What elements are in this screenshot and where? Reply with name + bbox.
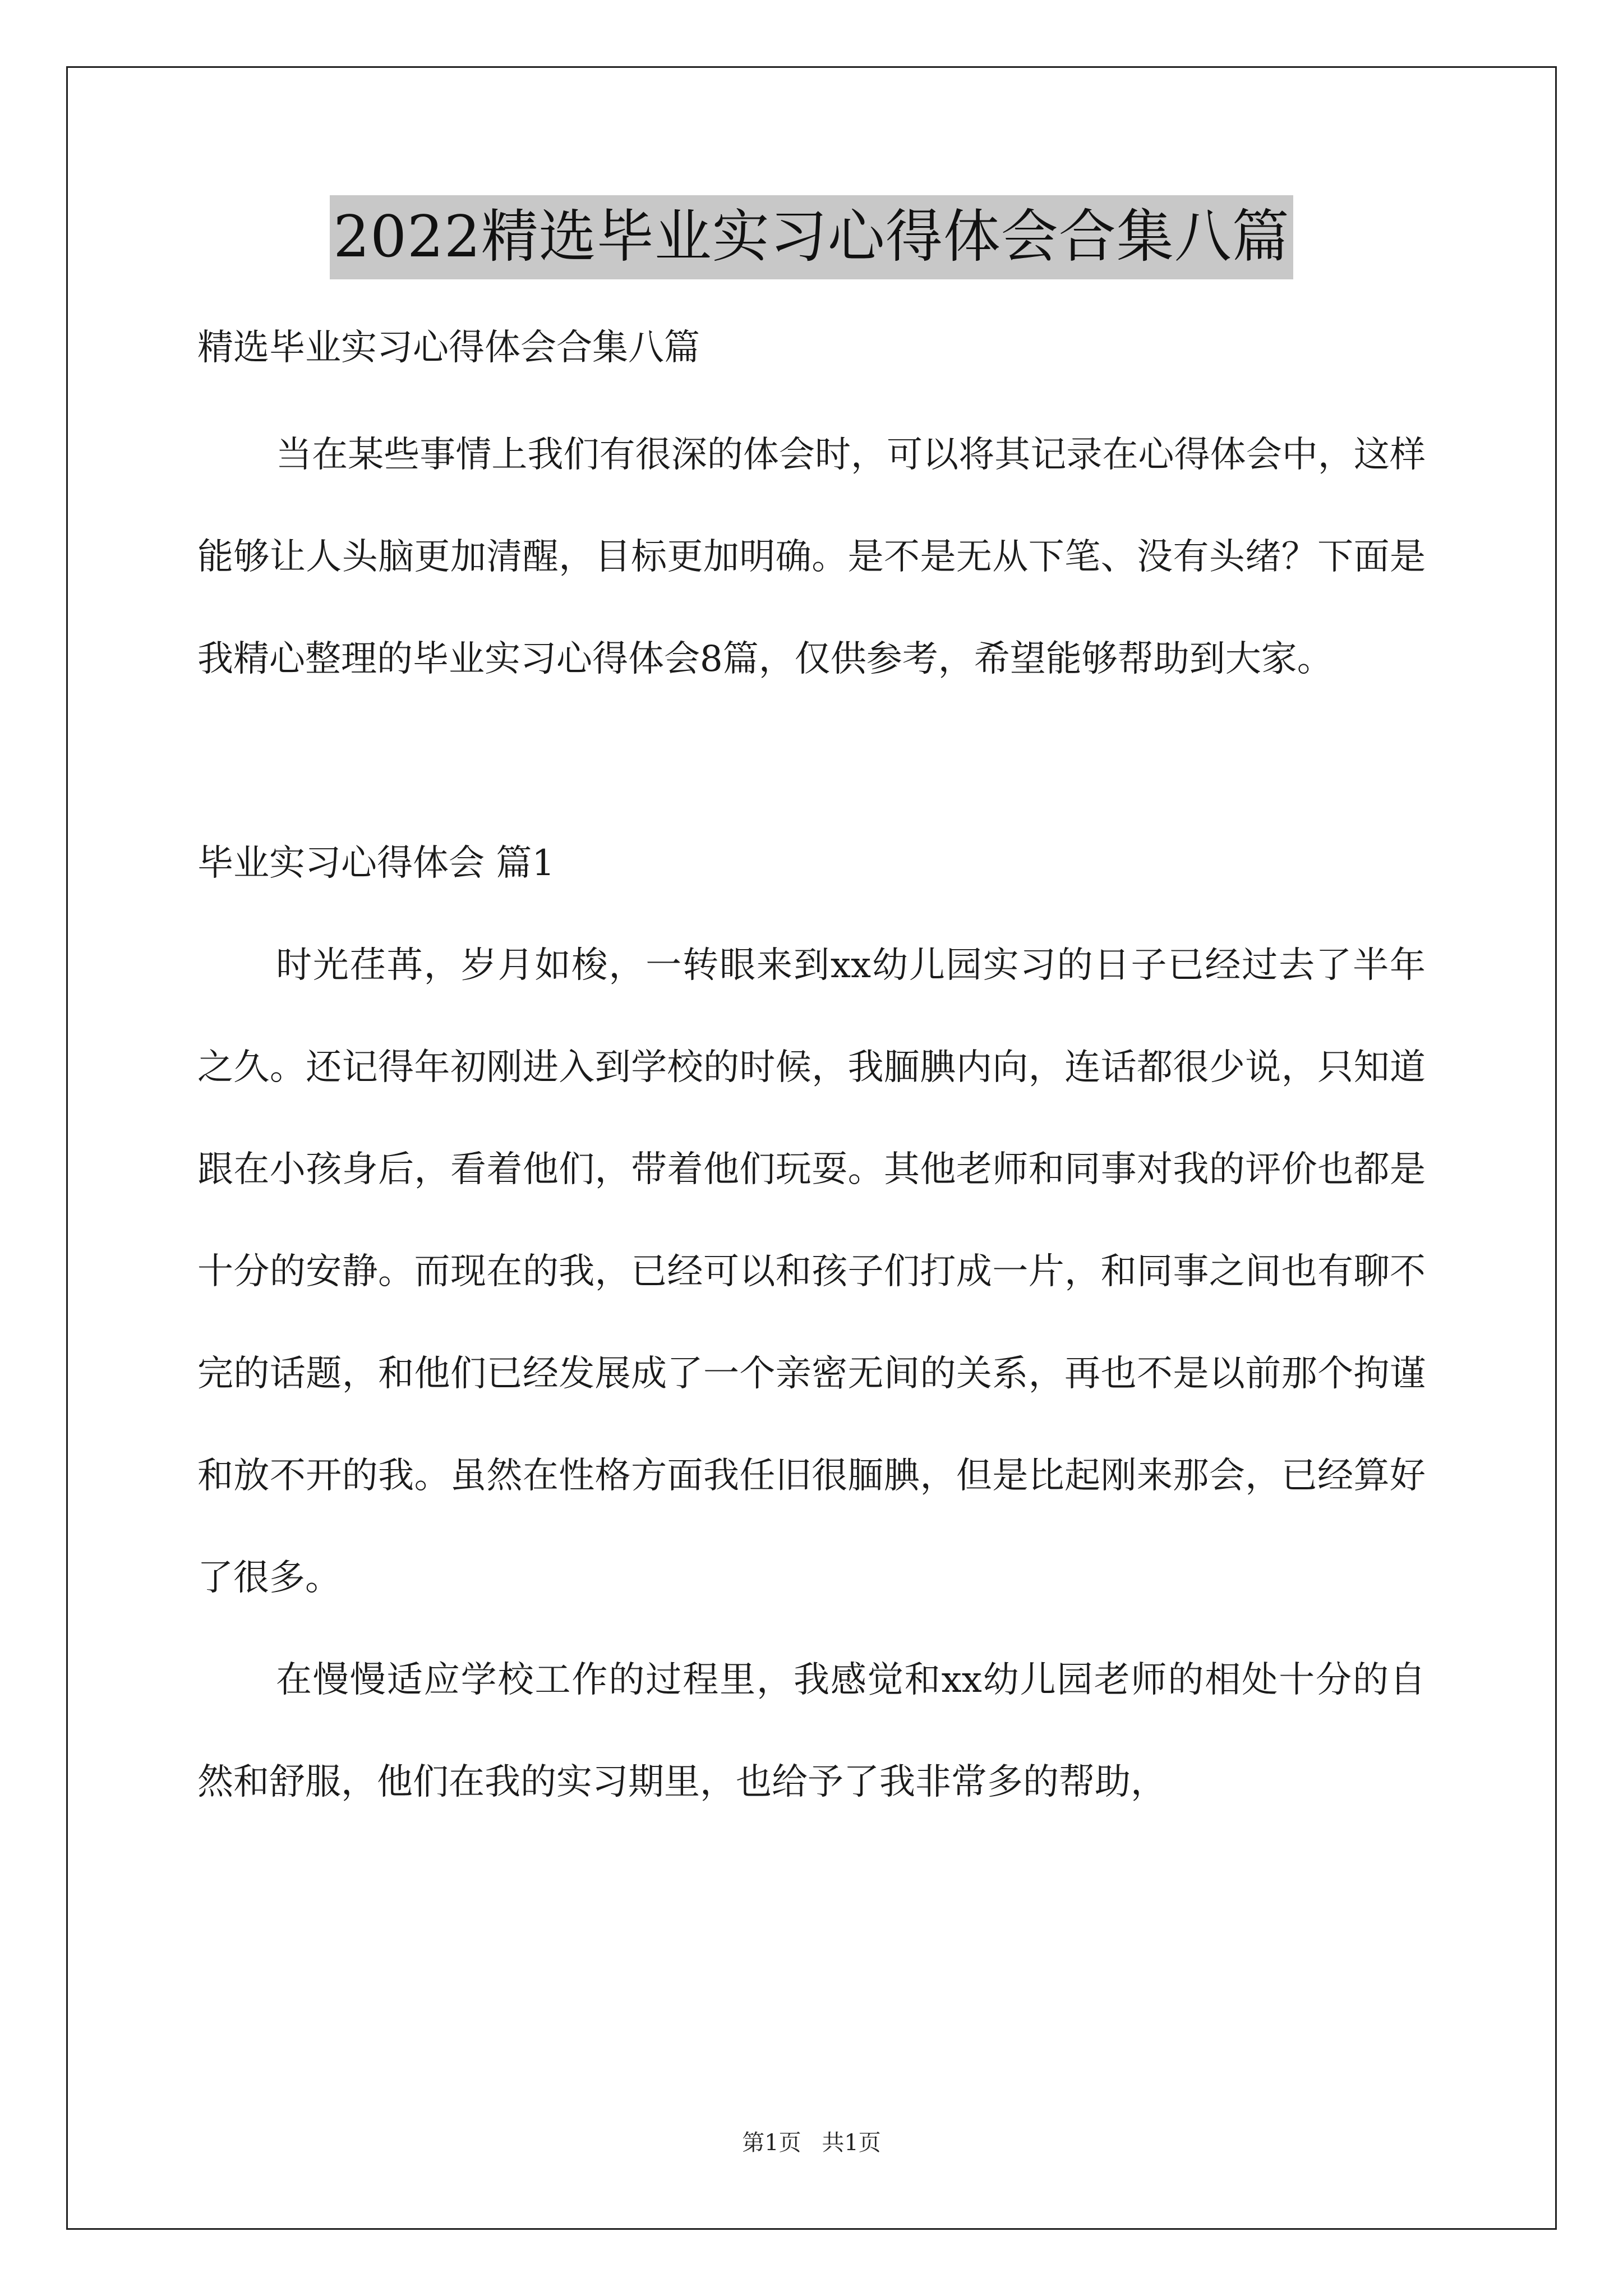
document-subtitle: 精选毕业实习心得体会合集八篇 [197,327,700,369]
title-container [0,195,1623,279]
page-number: 第1页 [742,2130,801,2156]
page-footer [0,2126,1623,2160]
section-paragraph-2: 在慢慢适应学校工作的过程里，我感觉和xx幼儿园老师的相处十分的自然和舒服，他们在我的实习期里，也给予了我非常多的帮助， [197,1659,1426,1803]
intro-paragraph: 当在某些事情上我们有很深的体会时，可以将其记录在心得体会中，这样能够让人头脑更加清醒，目标更加明确。是不是无从下笔、没有头绪？下面是我精心整理的毕业实习心得体会8篇，仅供参考，希望能够帮助到大家。 [197,434,1426,680]
document-body [197,303,1426,1833]
page-total: 共1页 [822,2130,881,2156]
document-title: 2022精选毕业实习心得体会合集八篇 [330,195,1293,279]
section-heading: 毕业实习心得体会 篇1 [197,843,555,884]
section-paragraph-1: 时光荏苒，岁月如梭，一转眼来到xx幼儿园实习的日子已经过去了半年之久。还记得年初刚进入到学校的时候，我腼腆内向，连话都很少说，只知道跟在小孩身后，看着他们，带着他们玩耍。其他老师和同事对我的评价也都是十分的安静。而现在的我，已经可以和孩子们打成一片，和同事之间也有聊不完的话题，和他们已经发展成了一个亲密无间的关系，再也不是以前那个拘谨和放不开的我。虽然在性格方面我任旧很腼腆，但是比起刚来那会，已经算好了很多。 [197,945,1426,1599]
